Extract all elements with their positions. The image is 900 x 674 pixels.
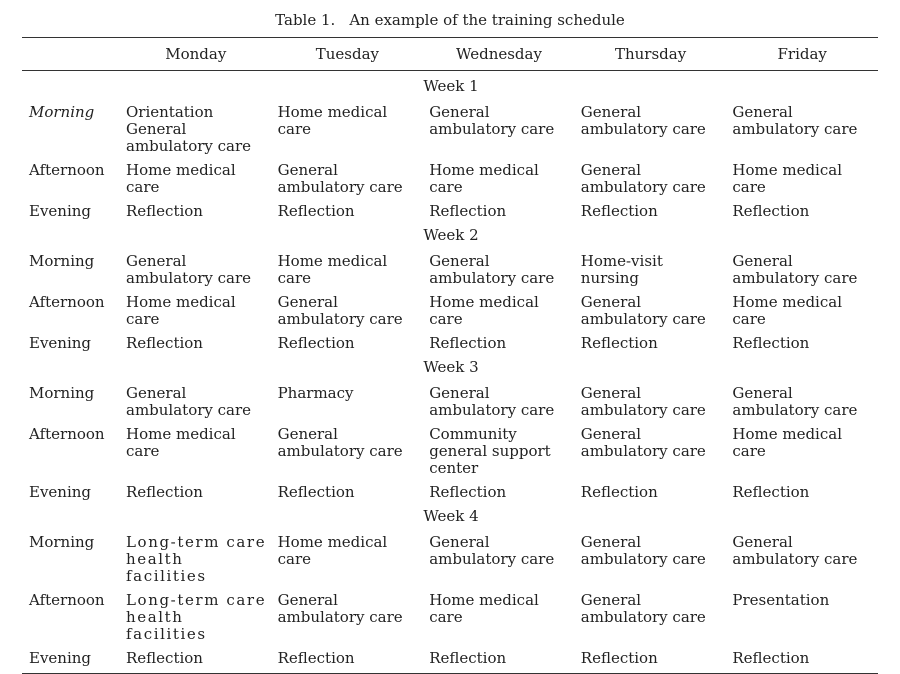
schedule-cell: Orientation General ambulatory care [126,103,252,155]
schedule-cell: Reflection [277,334,355,352]
header-day: Monday [120,38,272,71]
schedule-cell: General ambulatory care [429,103,555,138]
schedule-cell: Home-visit nursing [580,252,663,287]
time-slot-label: Evening [29,334,92,352]
schedule-table-wrapper [22,37,878,674]
schedule-row [22,376,878,419]
schedule-cell: Home medical care [126,293,236,328]
schedule-cell: General ambulatory care [126,384,252,419]
schedule-cell: Reflection [120,643,272,674]
time-slot-label: Morning [29,103,95,121]
schedule-cell: Home medical care [277,533,388,568]
time-slot-label: Morning [29,533,95,551]
schedule-cell: Reflection [732,483,810,501]
schedule-cell: Long-term care health facilities [126,533,267,585]
schedule-cell: Home medical care [732,293,842,328]
time-slot-label: Evening [29,202,92,220]
schedule-cell: General ambulatory care [429,533,555,568]
schedule-cell: Reflection [126,483,203,501]
week-label: Week 2 [423,226,479,244]
schedule-row [22,328,878,352]
schedule-cell: Reflection [726,643,878,674]
schedule-row [22,95,878,155]
table-number: Table 1. [275,11,336,29]
schedule-cell: Home medical care [732,161,842,196]
schedule-cell: Reflection [126,202,203,220]
week-label: Week 1 [423,77,479,95]
schedule-cell: Presentation [732,591,830,609]
schedule-cell: Home medical care [126,425,236,460]
schedule-cell: General ambulatory care [732,103,858,138]
schedule-cell: Pharmacy [277,384,354,402]
schedule-cell: Home medical care [429,161,539,196]
week-row [22,71,878,96]
week-row [22,352,878,376]
header-day: Wednesday [423,38,575,71]
time-slot-label: Morning [29,384,95,402]
header-day: Tuesday [272,38,424,71]
schedule-cell: General ambulatory care [429,252,555,287]
schedule-cell: Reflection [580,483,658,501]
schedule-cell: Reflection [732,202,810,220]
schedule-cell: Home medical care [277,252,388,287]
schedule-cell: General ambulatory care [277,591,403,626]
schedule-cell: General ambulatory care [580,591,706,626]
schedule-row [22,244,878,287]
schedule-cell: Reflection [429,334,507,352]
schedule-cell: Reflection [429,202,507,220]
schedule-cell: General ambulatory care [580,161,706,196]
schedule-cell: General ambulatory care [277,161,403,196]
header-row [22,38,878,71]
schedule-cell: Reflection [126,334,203,352]
schedule-row [22,585,878,643]
schedule-cell: Reflection [732,334,810,352]
schedule-cell: General ambulatory care [429,384,555,419]
schedule-row [22,196,878,220]
schedule-cell: Home medical care [429,591,539,626]
schedule-row [22,643,878,674]
schedule-cell: Reflection [575,643,727,674]
schedule-cell: Reflection [277,483,355,501]
table-caption [0,11,900,29]
schedule-cell: Long-term care health facilities [126,591,267,643]
schedule-cell: Reflection [580,202,658,220]
header-day: Friday [726,38,878,71]
time-slot-label: Evening [22,643,120,674]
week-label: Week 3 [423,358,479,376]
schedule-cell: Home medical care [126,161,236,196]
time-slot-label: Afternoon [29,293,105,311]
schedule-cell: Reflection [423,643,575,674]
schedule-row [22,419,878,477]
schedule-cell: General ambulatory care [580,384,706,419]
schedule-row [22,477,878,501]
schedule-cell: General ambulatory care [732,384,858,419]
schedule-body [22,71,878,674]
time-slot-label: Afternoon [29,591,105,609]
schedule-cell: General ambulatory care [732,533,858,568]
schedule-cell: General ambulatory care [580,425,706,460]
week-row [22,220,878,244]
header-slot [22,38,120,71]
schedule-cell: General ambulatory care [277,425,403,460]
schedule-cell: General ambulatory care [580,103,706,138]
schedule-cell: Home medical care [429,293,539,328]
week-row [22,501,878,525]
schedule-row [22,155,878,196]
time-slot-label: Evening [29,483,92,501]
schedule-row [22,525,878,585]
table-title: An example of the training schedule [349,11,625,29]
schedule-cell: Reflection [429,483,507,501]
schedule-cell: Home medical care [732,425,842,460]
schedule-row [22,287,878,328]
schedule-cell: Reflection [277,202,355,220]
schedule-cell: General ambulatory care [580,533,706,568]
time-slot-label: Morning [29,252,95,270]
schedule-cell: Reflection [580,334,658,352]
schedule-cell: General ambulatory care [580,293,706,328]
header-day: Thursday [575,38,727,71]
week-label: Week 4 [423,507,479,525]
training-schedule-table [22,37,878,674]
schedule-cell: General ambulatory care [732,252,858,287]
schedule-cell: General ambulatory care [277,293,403,328]
schedule-cell: Home medical care [277,103,388,138]
schedule-cell: Community general support center [429,425,551,477]
schedule-cell: Reflection [272,643,424,674]
time-slot-label: Afternoon [29,161,105,179]
time-slot-label: Afternoon [29,425,105,443]
schedule-cell: General ambulatory care [126,252,252,287]
